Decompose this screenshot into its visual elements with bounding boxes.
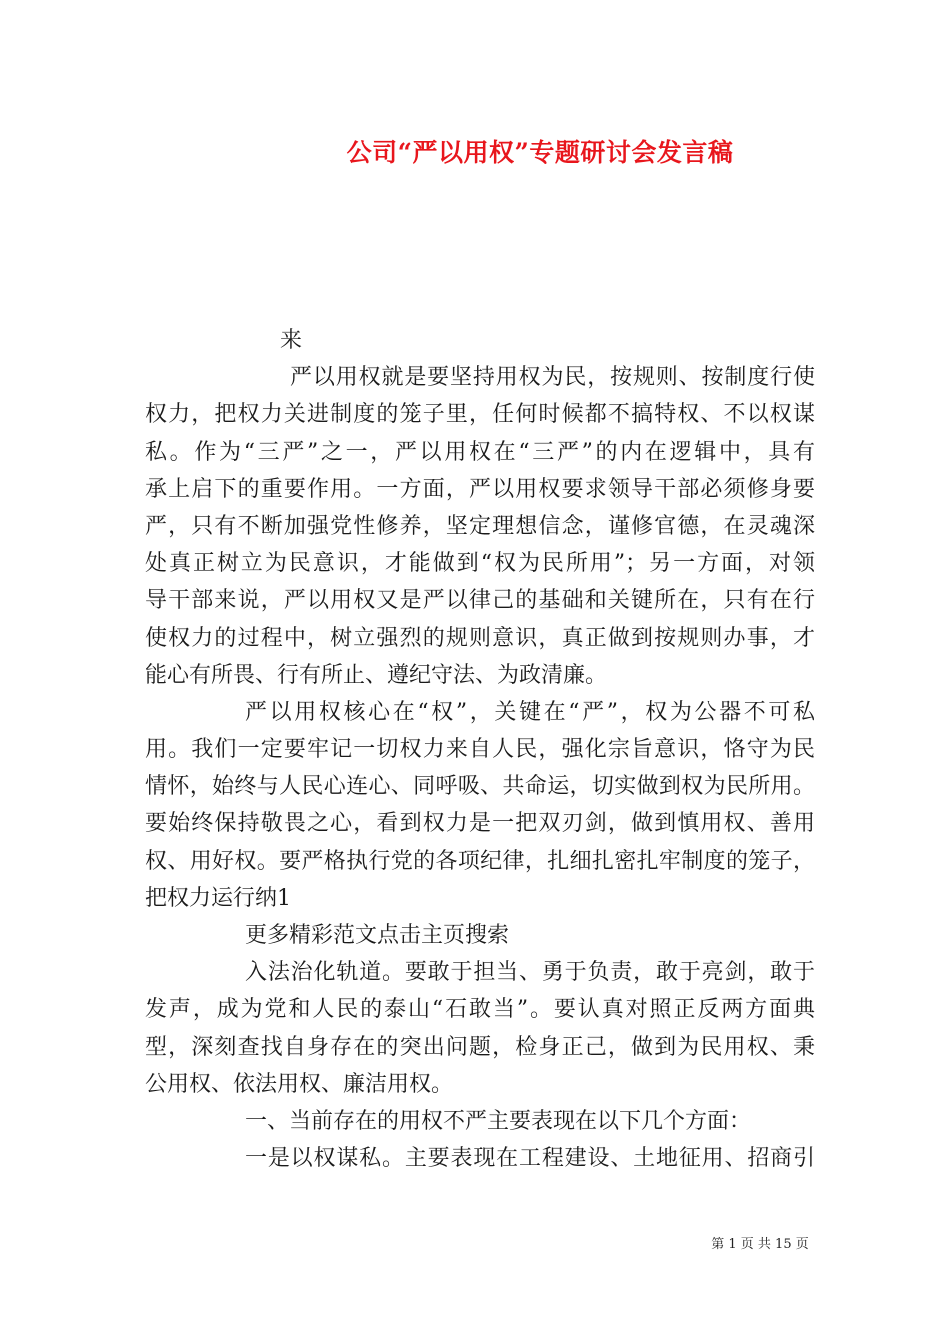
text-line: 严以用权就是要坚持用权为民，按规则、按制度行使 [290, 365, 815, 391]
text-line: 使权力的过程中，树立强烈的规则意识，真正做到按规则办事，才 [145, 625, 815, 651]
text-line: 导干部来说，严以用权又是严以律己的基础和关键所在，只有在行 [145, 588, 815, 614]
page-footer [0, 1233, 950, 1252]
text-line: 公用权、依法用权、廉洁用权。 [145, 1071, 454, 1097]
section-heading: 一、当前存在的用权不严主要表现在以下几个方面： [245, 1108, 752, 1134]
document-body [145, 322, 815, 1177]
text-line: 来 [280, 328, 303, 353]
more-articles-link[interactable]: 更多精彩范文点击主页搜索 [245, 923, 510, 948]
text-line: 权、用好权。要严格执行党的各项纪律，扎细扎密扎牢制度的笼子， [145, 848, 815, 874]
text-line: 用。我们一定要牢记一切权力来自人民，强化宗旨意识，恪守为民 [145, 737, 815, 763]
text-line: 一是以权谋私。主要表现在工程建设、土地征用、招商引 [245, 1146, 815, 1172]
text-line: 严以用权核心在“权”，关键在“严”，权为公器不可私 [245, 699, 815, 725]
text-line: 私。作为“三严”之一，严以用权在“三严”的内在逻辑中，具有 [145, 439, 815, 465]
text-line: 入法治化轨道。要敢于担当、勇于负责，敢于亮剑，敢于 [245, 960, 815, 986]
text-line: 承上启下的重要作用。一方面，严以用权要求领导干部必须修身要 [145, 476, 815, 502]
text-line: 型，深刻查找自身存在的突出问题，检身正己，做到为民用权、秉 [145, 1034, 815, 1060]
text-line: 要始终保持敬畏之心，看到权力是一把双刃剑，做到慎用权、善用 [145, 811, 815, 837]
text-line: 情怀，始终与人民心连心、同呼吸、共命运，切实做到权为民所用。 [145, 774, 815, 800]
text-line: 权力，把权力关进制度的笼子里，任何时候都不搞特权、不以权谋 [145, 402, 815, 428]
document-title: 公司“严以用权”专题研讨会发言稿 [346, 138, 734, 167]
text-line: 处真正树立为民意识，才能做到“权为民所用”；另一方面，对领 [145, 551, 815, 577]
text-line: 能心有所畏、行有所止、遵纪守法、为政清廉。 [145, 662, 608, 688]
text-line: 把权力运行纳1 [145, 885, 291, 911]
page-number: 第 1 页 共 15 页 [711, 1237, 809, 1252]
text-line: 严，只有不断加强党性修养，坚定理想信念，谨修官德，在灵魂深 [145, 513, 815, 539]
text-line: 发声，成为党和人民的泰山“石敢当”。要认真对照正反两方面典 [145, 997, 815, 1023]
